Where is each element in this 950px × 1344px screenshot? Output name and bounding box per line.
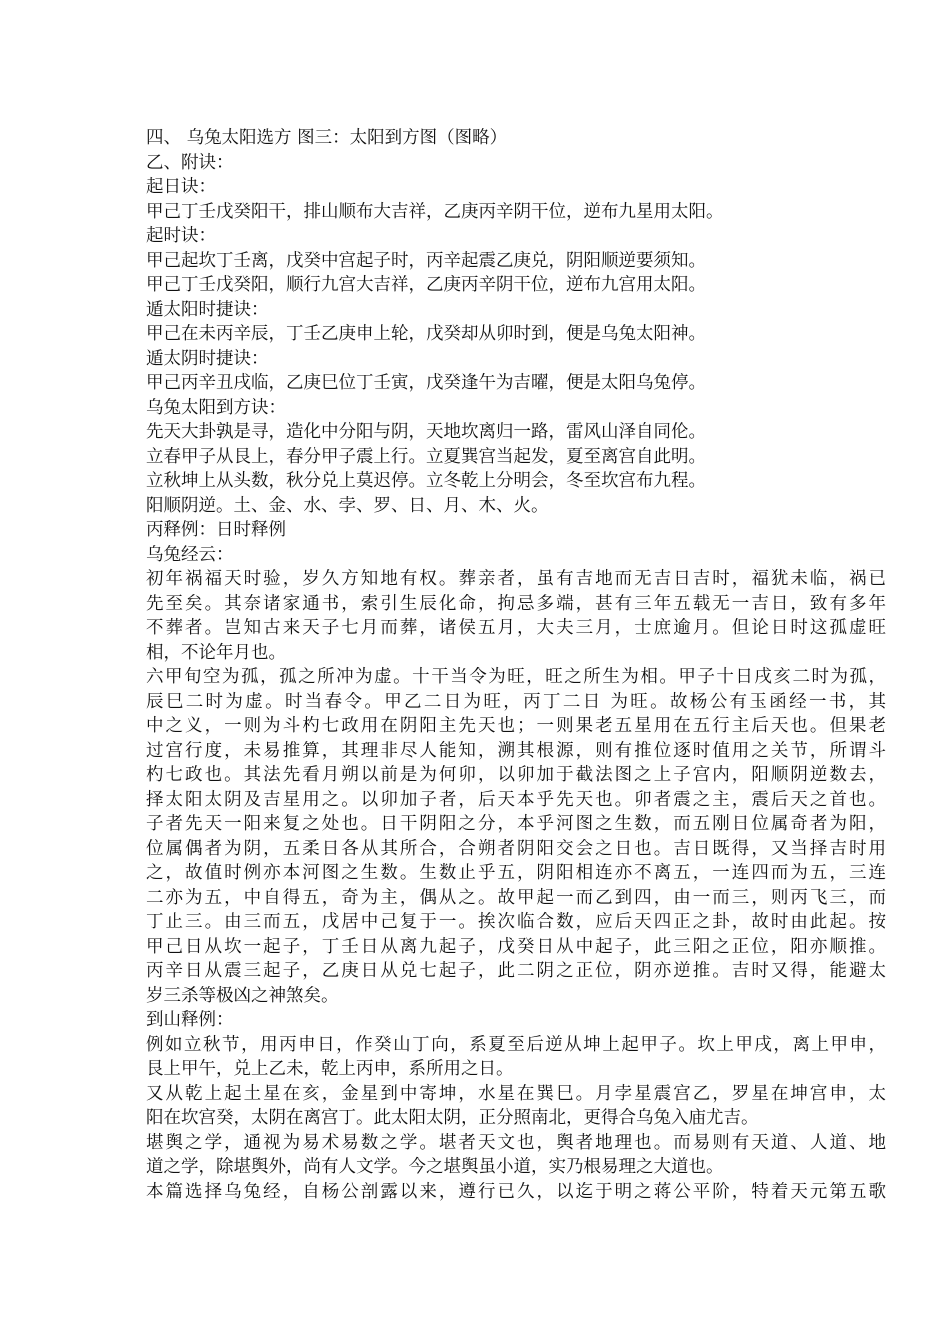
text-line: 位属偶者为阴，五柔日各从其所合，合朔者阴阳交会之日也。吉日既得，又当择吉时用 bbox=[146, 838, 886, 859]
text-line: 例如立秋节，用丙申日，作癸山丁向，系夏至后逆从坤上起甲子。坎上甲戌，离上甲申， bbox=[146, 1034, 886, 1055]
document-page bbox=[146, 126, 886, 1204]
text-line: 六甲旬空为孤，孤之所冲为虚。十干当令为旺，旺之所生为相。甲子十日戌亥二时为孤， bbox=[146, 667, 886, 687]
text-line: 丁止三。由三而五，戊居中己复于一。挨次临合数，应后天四正之卦，故时由此起。按 bbox=[146, 912, 886, 932]
section-heading: 丙释例：日时释例 bbox=[146, 520, 286, 540]
text-line: 阳在坎宫癸，太阴在离宫丁。此太阳太阴，正分照南北，更得合乌兔入庙尤吉。 bbox=[146, 1108, 759, 1128]
section-heading: 起日诀： bbox=[146, 177, 216, 197]
text-line: 甲己日从坎一起子，丁壬日从离九起子，戊癸日从中起子，此三阳之正位，阳亦顺推。 bbox=[146, 936, 886, 957]
text-line: 阳顺阴逆。土、金、水、孛、罗、日、月、木、火。 bbox=[146, 495, 549, 516]
text-line: 不葬者。岂知古来天子七月而葬，诸侯五月，大夫三月，士庶逾月。但论日时这孤虚旺 bbox=[146, 618, 886, 638]
text-line: 甲己丁壬戊癸阳，顺行九宫大吉祥，乙庚丙辛阴干位，逆布九宫用太阳。 bbox=[146, 275, 706, 295]
text-line: 岁三杀等极凶之神煞矣。 bbox=[146, 985, 339, 1006]
text-line: 相，不论年月也。 bbox=[146, 642, 286, 663]
text-line: 甲己在未丙辛辰，丁壬乙庚申上轮，戊癸却从卯时到，便是乌兔太阳神。 bbox=[146, 324, 706, 344]
text-line: 又从乾上起土星在亥，金星到中寄坤，水星在巽巳。月孛星震宫乙，罗星在坤宫申，太 bbox=[146, 1083, 886, 1104]
text-line: 甲己丁壬戊癸阳干，排山顺布大吉祥，乙庚丙辛阴干位，逆布九星用太阳。 bbox=[146, 201, 724, 222]
section-heading: 起时诀： bbox=[146, 226, 216, 246]
text-line: 立春甲子从艮上，春分甲子震上行。立夏巽宫当起发，夏至离宫自此明。 bbox=[146, 446, 706, 467]
section-heading: 遁太阴时捷诀： bbox=[146, 348, 269, 369]
section-heading: 到山释例： bbox=[146, 1010, 234, 1030]
text-line: 择太阳太阴及吉星用之。以卯加子者，后天本乎先天也。卯者震之主，震后天之首也。 bbox=[146, 789, 886, 810]
text-line: 初年祸福天时验，岁久方知地有权。葬亲者，虽有吉地而无吉日吉时，福犹未临，祸已 bbox=[146, 569, 886, 589]
text-line: 道之学，除堪舆外，尚有人文学。今之堪舆虽小道，实乃根易理之大道也。 bbox=[146, 1157, 724, 1177]
text-line: 立秋坤上从头数，秋分兑上莫迟停。立冬乾上分明会，冬至坎宫布九程。 bbox=[146, 471, 706, 491]
text-line: 先至矣。其奈诸家通书，索引生辰化命，拘忌多端，甚有三年五载无一吉日，致有多年 bbox=[146, 593, 886, 614]
section-heading: 四、 乌兔太阳选方 图三：太阳到方图（图略） bbox=[146, 128, 508, 148]
text-line: 中之义，一则为斗杓七政用在阴阳主先天也；一则果老五星用在五行主后天也。但果老 bbox=[146, 716, 886, 736]
text-line: 辰巳二时为虚。时当春令。甲乙二日为旺，丙丁二日 为旺。故杨公有玉函经一书，其 bbox=[146, 691, 886, 712]
text-line: 之，故值时例亦本河图之生数。生数止乎五，阴阳相连亦不离五，一连四而为五，三连 bbox=[146, 863, 886, 883]
section-heading: 乌兔太阳到方诀： bbox=[146, 397, 286, 418]
text-line: 过宫行度，未易推算，其理非尽人能知，溯其根源，则有推位逐时值用之关节，所谓斗 bbox=[146, 740, 886, 761]
text-line: 堪舆之学，通视为易术易数之学。堪者天文也，舆者地理也。而易则有天道、人道、地 bbox=[146, 1132, 886, 1153]
section-heading: 遁太阳时捷诀： bbox=[146, 299, 269, 320]
text-line: 甲己丙辛丑戌临，乙庚巳位丁壬寅，戊癸逢午为吉曜，便是太阳乌兔停。 bbox=[146, 373, 706, 393]
text-line: 本篇选择乌兔经，自杨公剖露以来，遵行已久，以迄于明之蒋公平阶，特着天元第五歌 bbox=[146, 1181, 886, 1202]
text-line: 杓七政也。其法先看月朔以前是为何卯，以卯加于截法图之上子宫内，阳顺阴逆数去， bbox=[146, 765, 886, 785]
section-heading: 乙、附诀： bbox=[146, 152, 234, 173]
text-line: 先天大卦孰是寻，造化中分阳与阴，天地坎离归一路，雷风山泽自同伦。 bbox=[146, 422, 706, 442]
text-line: 子者先天一阳来复之处也。日干阴阳之分，本乎河图之生数，而五刚日位属奇者为阳， bbox=[146, 814, 886, 834]
section-heading: 乌兔经云： bbox=[146, 544, 234, 565]
text-line: 甲己起坎丁壬离，戊癸中宫起子时，丙辛起震乙庚兑，阴阳顺逆要须知。 bbox=[146, 250, 706, 271]
text-line: 艮上甲午，兑上乙未，乾上丙申，系所用之日。 bbox=[146, 1059, 514, 1079]
text-line: 丙辛日从震三起子，乙庚日从兑七起子，此二阴之正位，阴亦逆推。吉时又得，能避太 bbox=[146, 961, 886, 981]
text-line: 二亦为五，中自得五，奇为主，偶从之。故甲起一而乙到四，由一而三，则丙飞三，而 bbox=[146, 887, 886, 908]
